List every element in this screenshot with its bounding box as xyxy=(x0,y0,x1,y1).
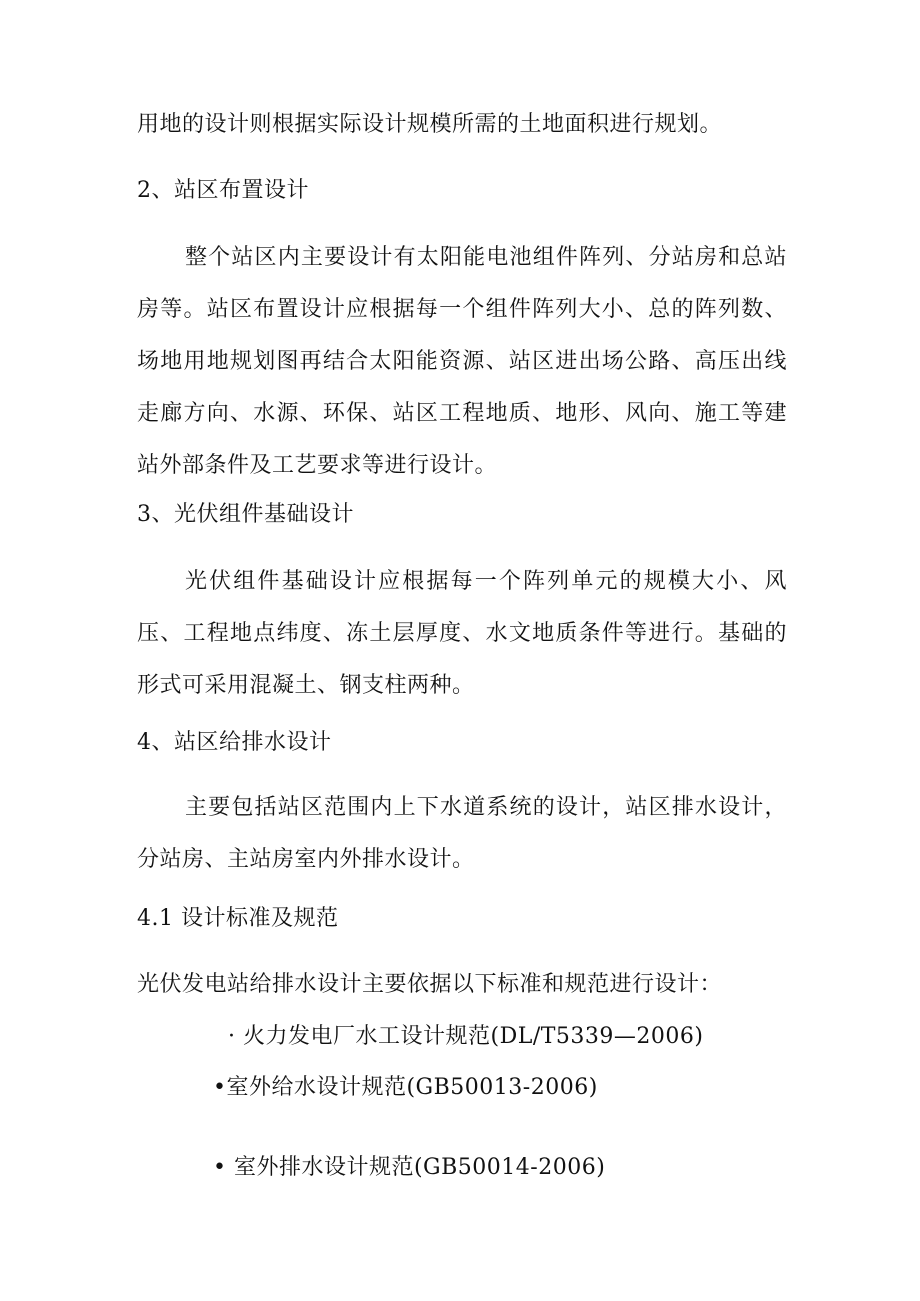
basis-line: 光伏发电站给排水设计主要依据以下标准和规范进行设计： xyxy=(137,972,723,997)
section-heading-3: 3、光伏组件基础设计 xyxy=(137,502,354,527)
intro-line: 用地的设计则根据实际设计规模所需的土地面积进行规划。 xyxy=(137,112,723,137)
section-body-3: 光伏组件基础设计应根据每一个阵列单元的规模大小、风压、工程地点纬度、冻土层厚度、水文地质条件等进行。基础的形式可采用混凝土、钢支柱两种。 xyxy=(137,569,787,698)
section-body-2: 整个站区内主要设计有太阳能电池组件阵列、分站房和总站房等。站区布置设计应根据每一个组件阵列大小、总的阵列数、场地用地规划图再结合太阳能资源、站区进出场公路、高压出线走廊方向、水源、环保、站区工程地质、地形、风向、施工等建站外部条件及工艺要求等进行设计。 xyxy=(137,245,787,478)
standard-item: • 室外排水设计规范(GB50014-2006) xyxy=(213,1155,606,1180)
subsection-heading: 4.1 设计标准及规范 xyxy=(137,906,339,931)
section-body-4: 主要包括站区范围内上下水道系统的设计，站区排水设计，分站房、主站房室内外排水设计。 xyxy=(137,795,787,872)
section-heading-2: 2、站区布置设计 xyxy=(137,178,309,203)
standard-item: · 火力发电厂水工设计规范(DL/T5339—2006) xyxy=(228,1024,704,1049)
standard-item: •室外给水设计规范(GB50013-2006) xyxy=(213,1075,598,1100)
section-heading-4: 4、站区给排水设计 xyxy=(137,730,332,755)
